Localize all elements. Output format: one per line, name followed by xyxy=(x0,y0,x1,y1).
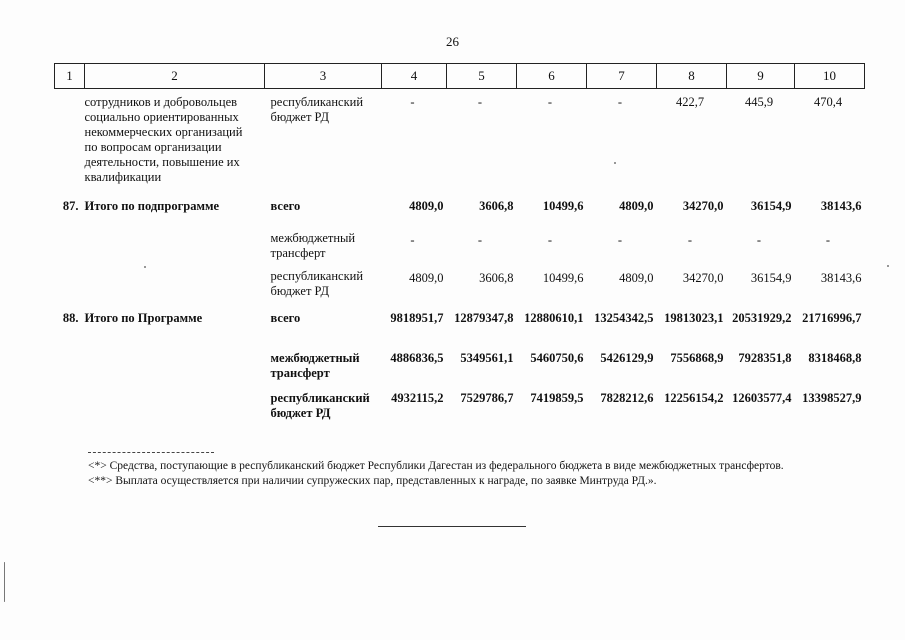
header-cell: 1 xyxy=(55,64,85,89)
scan-artifact xyxy=(144,266,146,268)
row-number-cell: 87. xyxy=(62,198,79,213)
column-number-header xyxy=(55,64,865,89)
value-cell: 38143,6 xyxy=(820,198,862,213)
value-cell: 12879347,8 xyxy=(454,310,514,325)
row-number-cell xyxy=(55,225,85,267)
value-cell: 21716996,7 xyxy=(802,310,862,325)
funding-source-cell: межбюджетный трансферт xyxy=(270,230,356,260)
value-cell: - xyxy=(825,232,831,247)
row-number-cell xyxy=(55,89,85,187)
value-cell: 4809,0 xyxy=(409,270,444,285)
value-cell: 10499,6 xyxy=(542,198,584,213)
value-cell: 5426129,9 xyxy=(600,350,654,365)
value-cell: - xyxy=(687,232,693,247)
value-cell: 4886836,5 xyxy=(390,350,444,365)
header-cell: 4 xyxy=(382,64,447,89)
table-row xyxy=(55,225,865,267)
value-cell: 13398527,9 xyxy=(802,390,862,405)
value-cell: 12880610,1 xyxy=(524,310,584,325)
value-cell: 470,4 xyxy=(813,95,843,109)
value-cell: - xyxy=(547,232,553,247)
funding-source-cell: республиканский бюджет РД xyxy=(270,268,364,298)
value-cell: - xyxy=(617,95,623,109)
value-cell: - xyxy=(617,232,623,247)
value-cell: 445,9 xyxy=(744,95,774,109)
table-row xyxy=(55,89,865,187)
scan-artifact xyxy=(614,162,616,164)
value-cell: 3606,8 xyxy=(479,198,514,213)
header-cell: 2 xyxy=(85,64,265,89)
value-cell: 36154,9 xyxy=(750,270,792,285)
value-cell: 5460750,6 xyxy=(530,350,584,365)
value-cell: 10499,6 xyxy=(542,270,584,285)
header-cell: 10 xyxy=(795,64,865,89)
header-cell: 5 xyxy=(447,64,517,89)
header-cell: 3 xyxy=(265,64,382,89)
funding-source-cell: республиканский бюджет РД xyxy=(270,390,370,420)
row-label-cell: Итого по Программе xyxy=(84,310,203,325)
footnote-divider xyxy=(88,452,214,453)
value-cell: 3606,8 xyxy=(479,270,514,285)
funding-source-cell: всего xyxy=(270,310,301,325)
budget-table xyxy=(54,63,865,427)
value-cell: 4809,0 xyxy=(619,198,654,213)
value-cell: 34270,0 xyxy=(682,198,724,213)
scan-artifact xyxy=(887,265,889,267)
row-number-cell xyxy=(55,391,85,427)
row-label-cell xyxy=(85,225,265,267)
value-cell: 36154,9 xyxy=(750,198,792,213)
funding-source-cell: межбюджетный трансферт xyxy=(270,350,360,380)
scan-artifact xyxy=(4,562,5,602)
header-cell: 7 xyxy=(587,64,657,89)
header-cell: 8 xyxy=(657,64,727,89)
table-row xyxy=(55,307,865,347)
value-cell: 422,7 xyxy=(675,95,705,109)
value-cell: 20531929,2 xyxy=(732,310,792,325)
table-row xyxy=(55,347,865,391)
value-cell: - xyxy=(477,232,483,247)
table-row xyxy=(55,187,865,225)
row-label-cell xyxy=(85,391,265,427)
value-cell: 7529786,7 xyxy=(460,390,514,405)
closing-rule xyxy=(378,526,526,527)
value-cell: - xyxy=(477,95,483,109)
row-number-cell: 88. xyxy=(62,310,79,325)
row-number-cell xyxy=(55,267,85,307)
value-cell: 4809,0 xyxy=(409,198,444,213)
value-cell: 4932115,2 xyxy=(391,390,444,405)
value-cell: 12256154,2 xyxy=(664,390,724,405)
value-cell: 7828212,6 xyxy=(600,390,654,405)
value-cell: 5349561,1 xyxy=(460,350,514,365)
row-label-cell: Итого по подпрограмме xyxy=(84,198,220,213)
funding-source-cell: всего xyxy=(270,198,301,213)
row-label-cell: сотрудников и добровольцев социально ориентированных некоммерческих организаций по вопросам организации деятельности, повышение их квалификации xyxy=(84,95,243,184)
table-row xyxy=(55,267,865,307)
value-cell: - xyxy=(410,232,415,247)
footnote: <**> Выплата осуществляется при наличии супружеских пар, представленных к награде, по заявке Минтруда РД.». xyxy=(88,475,657,487)
row-number-cell xyxy=(55,347,85,391)
header-cell: 6 xyxy=(517,64,587,89)
page-number: 26 xyxy=(446,34,459,49)
value-cell: - xyxy=(410,95,415,109)
value-cell: 34270,0 xyxy=(682,270,724,285)
value-cell: 38143,6 xyxy=(820,270,862,285)
funding-source-cell: республиканский бюджет РД xyxy=(270,95,364,124)
value-cell: 4809,0 xyxy=(619,270,654,285)
header-cell: 9 xyxy=(727,64,795,89)
value-cell: 7419859,5 xyxy=(530,390,584,405)
value-cell: 19813023,1 xyxy=(664,310,724,325)
value-cell: 7556868,9 xyxy=(670,350,724,365)
table-row xyxy=(55,391,865,427)
value-cell: - xyxy=(756,232,762,247)
value-cell: 12603577,4 xyxy=(732,390,792,405)
row-label-cell xyxy=(85,347,265,391)
footnote: <*> Средства, поступающие в республиканский бюджет Республики Дагестан из федерального бюджета в виде межбюджетных трансфертов. xyxy=(88,460,784,472)
value-cell: 7928351,8 xyxy=(738,350,792,365)
row-label-cell xyxy=(85,267,265,307)
value-cell: 13254342,5 xyxy=(594,310,654,325)
value-cell: 9818951,7 xyxy=(390,310,444,325)
value-cell: - xyxy=(547,95,553,109)
value-cell: 8318468,8 xyxy=(808,350,862,365)
